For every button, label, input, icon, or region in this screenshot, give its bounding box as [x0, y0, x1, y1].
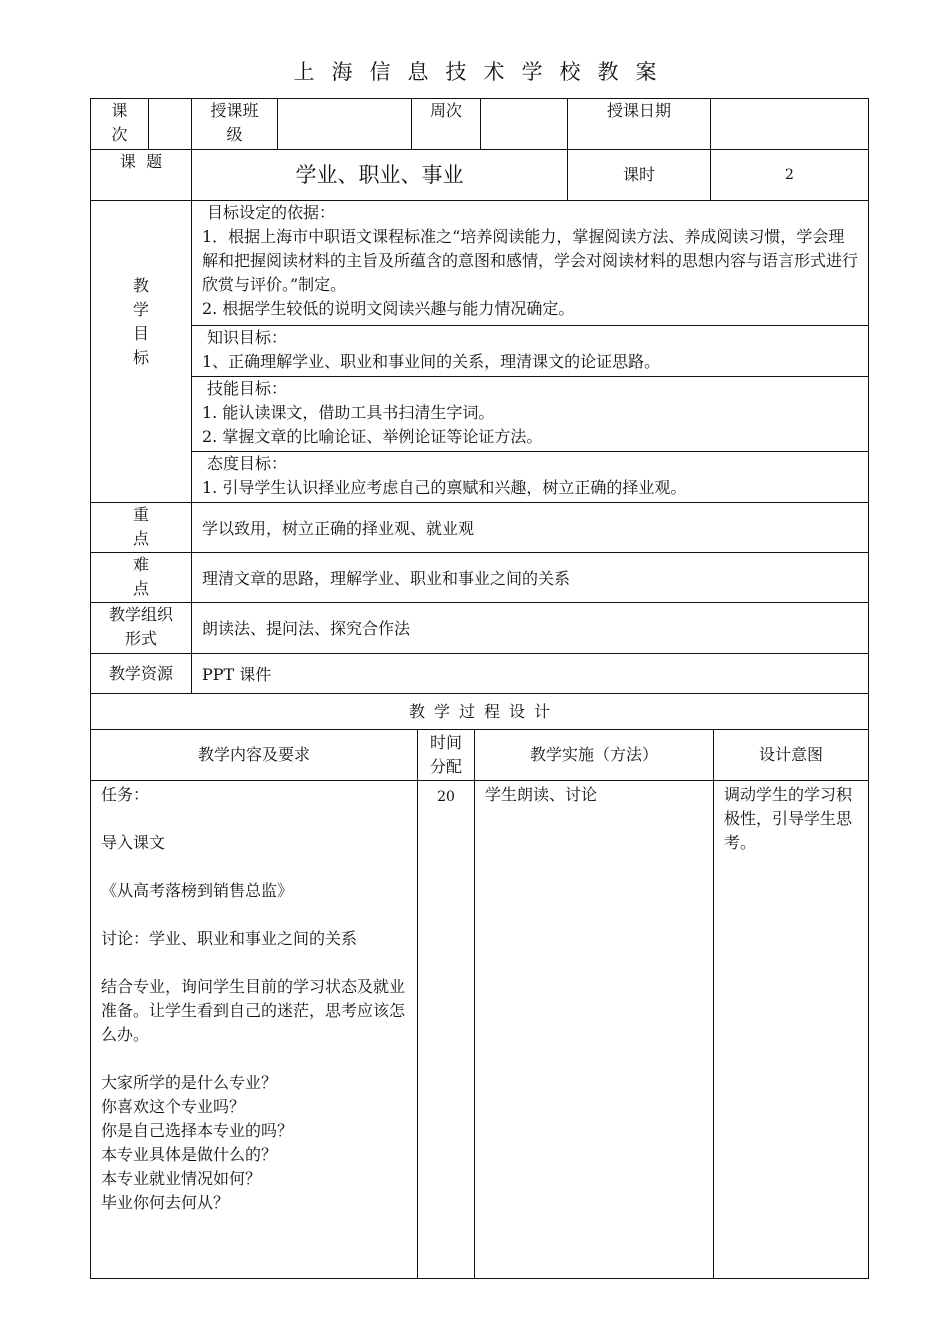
content-line: 大家所学的是什么专业？	[101, 1073, 278, 1092]
class-label: 授课班级	[192, 99, 278, 150]
lesson-no-label: 课次	[91, 99, 149, 150]
col-content-header: 教学内容及要求	[91, 730, 418, 781]
skill-item-1: 1. 能认读课文，借助工具书扫清生字词。	[202, 403, 495, 422]
basis-item-2: 2. 根据学生较低的说明文阅读兴趣与能力情况确定。	[202, 299, 575, 318]
col-method-header: 教学实施（方法）	[475, 730, 714, 781]
content-line	[101, 951, 407, 975]
basis-item-1: 1．根据上海市中职语文课程标准之“培养阅读能力，掌握阅读方法、养成阅读习惯，学会理解和把握阅读材料的主旨及所蕴含的意图和感情，学会对阅读材料的思想内容与语言形式进行欣赏与评价。”制定。	[202, 227, 859, 294]
difficulties-label: 难点	[91, 553, 192, 603]
content-line: 任务：	[101, 785, 150, 804]
attitude-goals	[192, 452, 869, 503]
skill-item-2: 2. 掌握文章的比喻论证、举例论证等论证方法。	[202, 427, 543, 446]
content-line: 本专业具体是做什么的？	[101, 1145, 278, 1164]
attitude-item-1: 1. 引导学生认识择业应考虑自己的禀赋和兴趣，树立正确的择业观。	[202, 478, 687, 497]
content-line: 本专业就业情况如何？	[101, 1169, 262, 1188]
goals-label: 教学目标	[91, 201, 192, 503]
date-value	[711, 99, 869, 150]
process-time: 20	[418, 781, 475, 1279]
knowledge-title: 知识目标：	[207, 328, 288, 347]
col-time-header: 时间分配	[418, 730, 475, 781]
key-points-value: 学以致用，树立正确的择业观、就业观	[192, 503, 869, 553]
content-line	[101, 1047, 407, 1071]
content-line: 你是自己选择本专业的吗？	[101, 1121, 294, 1140]
topic-label: 课 题	[91, 150, 192, 201]
organization-label: 教学组织形式	[91, 603, 192, 654]
col-intent-header: 设计意图	[714, 730, 869, 781]
content-line: 结合专业，询问学生目前的学习状态及就业准备。让学生看到自己的迷茫，思考应该怎么办。	[101, 977, 406, 1044]
content-line	[101, 903, 407, 927]
content-line: 《从高考落榜到销售总监》	[101, 881, 294, 900]
content-line	[101, 807, 407, 831]
class-value	[278, 99, 412, 150]
process-intent: 调动学生的学习积极性，引导学生思考。	[714, 781, 869, 1279]
lesson-plan-table	[90, 98, 868, 1279]
content-line: 你喜欢这个专业吗？	[101, 1097, 246, 1116]
topic-value: 学业、职业、事业	[192, 150, 568, 201]
hours-value: 2	[711, 150, 869, 201]
document-title: 上海信息技术学校教案	[293, 60, 674, 84]
process-content	[91, 781, 418, 1279]
lesson-no-value	[149, 99, 192, 150]
knowledge-item-1: 1、正确理解学业、职业和事业间的关系，理清课文的论证思路。	[202, 352, 661, 371]
goals-basis	[192, 201, 869, 326]
attitude-title: 态度目标：	[207, 454, 288, 473]
process-table	[90, 729, 869, 1279]
organization-value: 朗读法、提问法、探究合作法	[192, 603, 869, 654]
skill-goals	[192, 377, 869, 452]
resources-label: 教学资源	[91, 654, 192, 694]
content-line	[101, 855, 407, 879]
resources-value: PPT 课件	[192, 654, 869, 694]
week-label: 周次	[412, 99, 481, 150]
hours-label: 课时	[568, 150, 711, 201]
key-points-label: 重点	[91, 503, 192, 553]
difficulties-value: 理清文章的思路，理解学业、职业和事业之间的关系	[192, 553, 869, 603]
week-value	[481, 99, 568, 150]
content-line: 毕业你何去何从？	[101, 1193, 230, 1212]
content-line: 导入课文	[101, 833, 166, 852]
skill-title: 技能目标：	[207, 379, 288, 398]
date-label: 授课日期	[568, 99, 711, 150]
basis-title: 目标设定的依据：	[207, 203, 336, 222]
lesson-info-table	[90, 98, 869, 730]
knowledge-goals	[192, 326, 869, 377]
process-title: 教学过程设计	[91, 694, 869, 730]
process-method: 学生朗读、讨论	[475, 781, 714, 1279]
content-line: 讨论：学业、职业和事业之间的关系	[101, 929, 358, 948]
